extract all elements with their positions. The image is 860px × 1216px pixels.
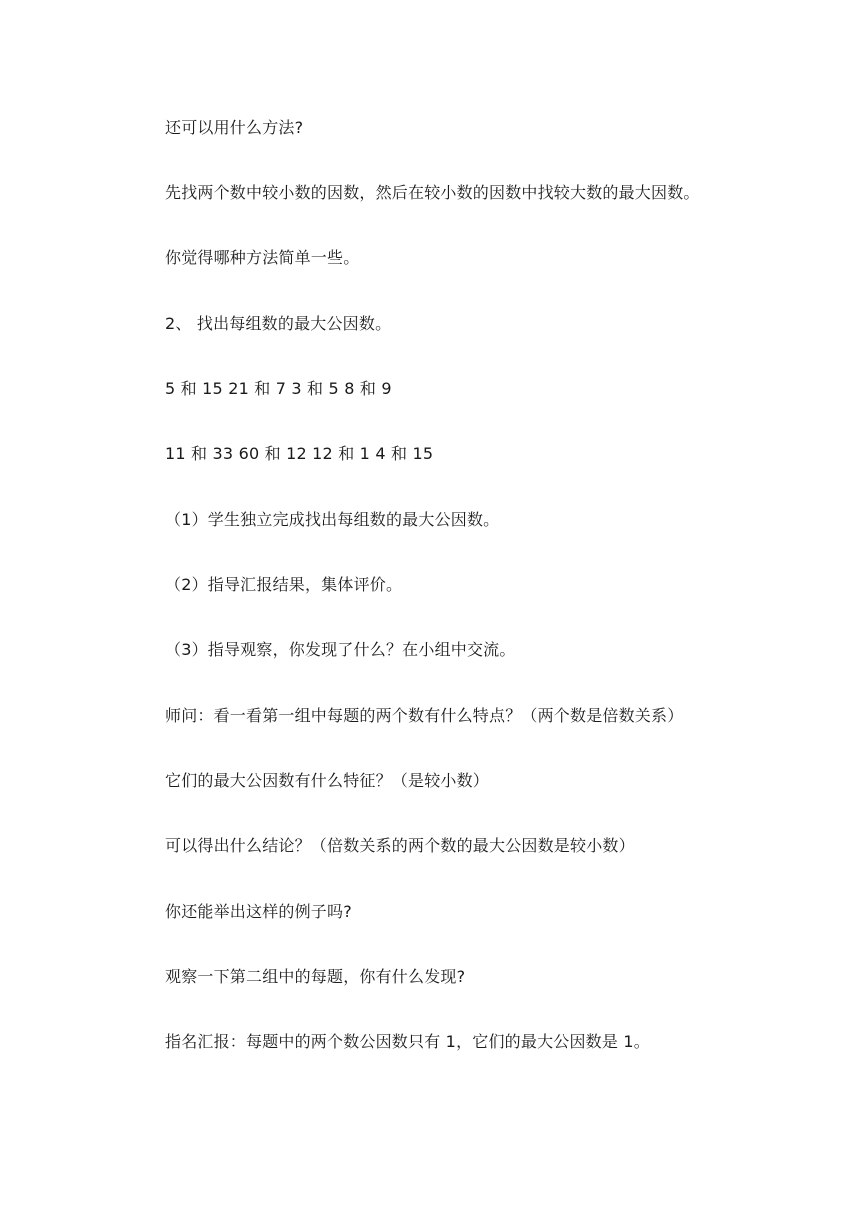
feature-question: 它们的最大公因数有什么特征？（是较小数） bbox=[165, 771, 490, 790]
question-simpler-method: 你觉得哪种方法简单一些。 bbox=[165, 248, 360, 267]
teacher-question: 师问：看一看第一组中每题的两个数有什么特点？（两个数是倍数关系） bbox=[165, 706, 684, 725]
method-description: 先找两个数中较小数的因数，然后在较小数的因数中找较大数的最大因数。 bbox=[165, 183, 700, 202]
example-question: 你还能举出这样的例子吗? bbox=[165, 902, 352, 921]
observe-second-group: 观察一下第二组中的每题，你有什么发现? bbox=[165, 967, 466, 986]
step-1: （1）学生独立完成找出每组数的最大公因数。 bbox=[165, 510, 500, 529]
question-other-method: 还可以用什么方法? bbox=[165, 118, 304, 137]
conclusion-question: 可以得出什么结论？（倍数关系的两个数的最大公因数是较小数） bbox=[165, 836, 635, 855]
number-group-1: 5 和 15 21 和 7 3 和 5 8 和 9 bbox=[165, 379, 392, 398]
step-3: （3）指导观察，你发现了什么？在小组中交流。 bbox=[165, 640, 516, 659]
number-group-2: 11 和 33 60 和 12 12 和 1 4 和 15 bbox=[165, 444, 434, 463]
exercise-2-heading: 2、 找出每组数的最大公因数。 bbox=[165, 314, 392, 333]
step-2: （2）指导汇报结果，集体评价。 bbox=[165, 575, 403, 594]
report-conclusion: 指名汇报：每题中的两个数公因数只有 1，它们的最大公因数是 1。 bbox=[165, 1032, 650, 1051]
